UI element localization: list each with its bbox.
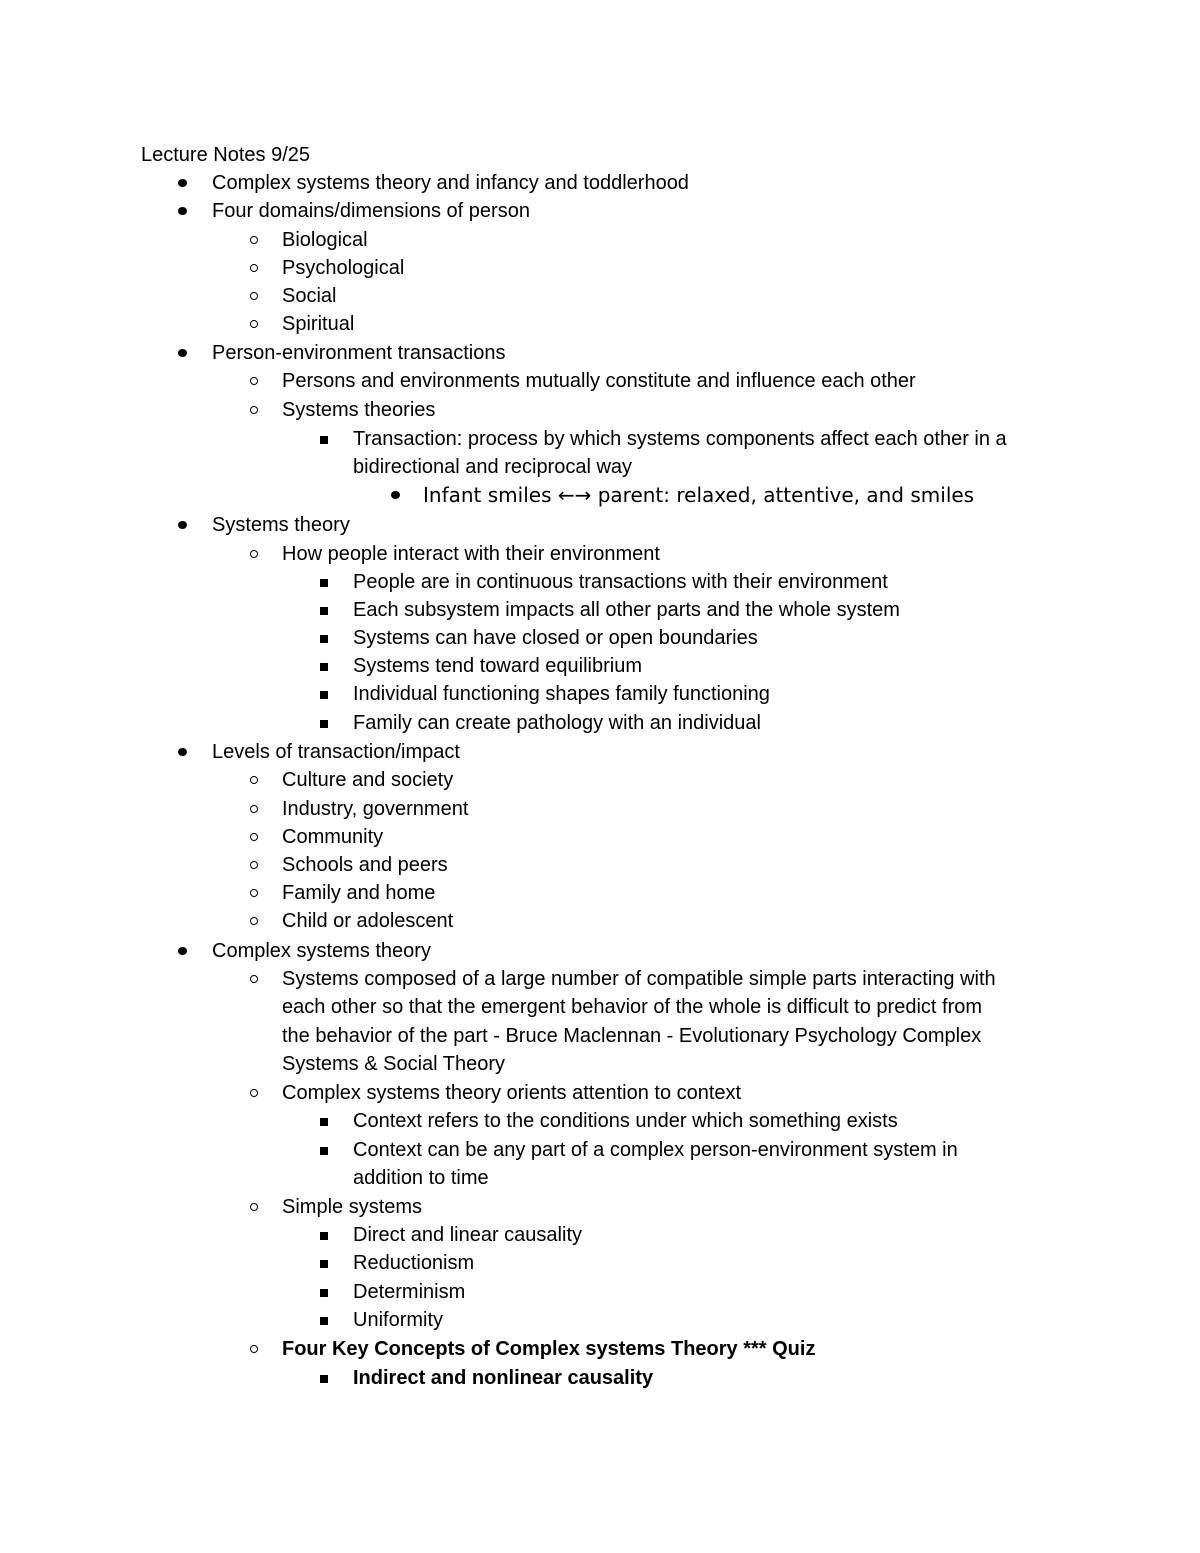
list-item-text: Simple systems bbox=[282, 1196, 423, 1218]
list-item-text: Family and home bbox=[282, 882, 436, 904]
list-item-text: Biological bbox=[282, 229, 368, 251]
list-item-text: Person-environment transactions bbox=[212, 342, 506, 364]
list-item-text: Persons and environments mutually constitute and influence each other bbox=[282, 370, 916, 392]
page-title: Lecture Notes 9/25 bbox=[141, 144, 310, 166]
list-item-text: Transaction: process by which systems components affect each other in a bbox=[353, 428, 1007, 450]
list-item-text: Culture and society bbox=[282, 769, 454, 791]
list-item-text: Industry, government bbox=[282, 798, 469, 820]
list-item-text: Complex systems theory bbox=[212, 940, 431, 962]
list-item-text: Uniformity bbox=[353, 1309, 444, 1331]
list-item-text: Systems tend toward equilibrium bbox=[353, 655, 643, 677]
list-item-text: Family can create pathology with an individual bbox=[353, 712, 761, 734]
list-item-text: Social bbox=[282, 285, 337, 307]
list-item-text: Schools and peers bbox=[282, 854, 448, 876]
list-item-text: Direct and linear causality bbox=[353, 1224, 582, 1246]
list-item-text: Individual functioning shapes family functioning bbox=[353, 683, 770, 705]
list-item-text: Spiritual bbox=[282, 313, 355, 335]
list-item-text: People are in continuous transactions with their environment bbox=[353, 571, 888, 593]
list-item-text: Each subsystem impacts all other parts and the whole system bbox=[353, 599, 900, 621]
list-item-text: Infant smiles ←→ parent: relaxed, attentive, and smiles bbox=[423, 483, 975, 507]
list-item-text: the behavior of the part - Bruce Maclennan - Evolutionary Psychology Complex bbox=[282, 1025, 982, 1047]
list-item-text: Indirect and nonlinear causality bbox=[353, 1367, 654, 1389]
list-item-text: Systems & Social Theory bbox=[282, 1053, 506, 1075]
list-item-text: Four Key Concepts of Complex systems Theory *** Quiz bbox=[282, 1338, 816, 1360]
list-item-text: Complex systems theory and infancy and toddlerhood bbox=[212, 172, 689, 194]
list-item-text: each other so that the emergent behavior of the whole is difficult to predict from bbox=[282, 996, 983, 1018]
list-item-text: Four domains/dimensions of person bbox=[212, 200, 530, 222]
list-item-text: Systems can have closed or open boundaries bbox=[353, 627, 758, 649]
list-item-text: Systems theory bbox=[212, 514, 350, 536]
list-item-text: Community bbox=[282, 826, 384, 848]
list-item-text: Reductionism bbox=[353, 1252, 475, 1274]
list-item-text: addition to time bbox=[353, 1167, 489, 1189]
list-item-text: Systems composed of a large number of compatible simple parts interacting with bbox=[282, 968, 996, 990]
list-item-text: Child or adolescent bbox=[282, 910, 454, 932]
list-item-text: Complex systems theory orients attention to context bbox=[282, 1082, 742, 1104]
list-item-text: Context refers to the conditions under which something exists bbox=[353, 1110, 898, 1132]
list-item-text: Context can be any part of a complex person-environment system in bbox=[353, 1139, 958, 1161]
list-item-text: bidirectional and reciprocal way bbox=[353, 456, 633, 478]
list-item-text: Levels of transaction/impact bbox=[212, 741, 460, 763]
list-item-text: Psychological bbox=[282, 257, 405, 279]
list-item-text: How people interact with their environment bbox=[282, 543, 660, 565]
list-item-text: Determinism bbox=[353, 1281, 466, 1303]
list-item-text: Systems theories bbox=[282, 399, 436, 421]
